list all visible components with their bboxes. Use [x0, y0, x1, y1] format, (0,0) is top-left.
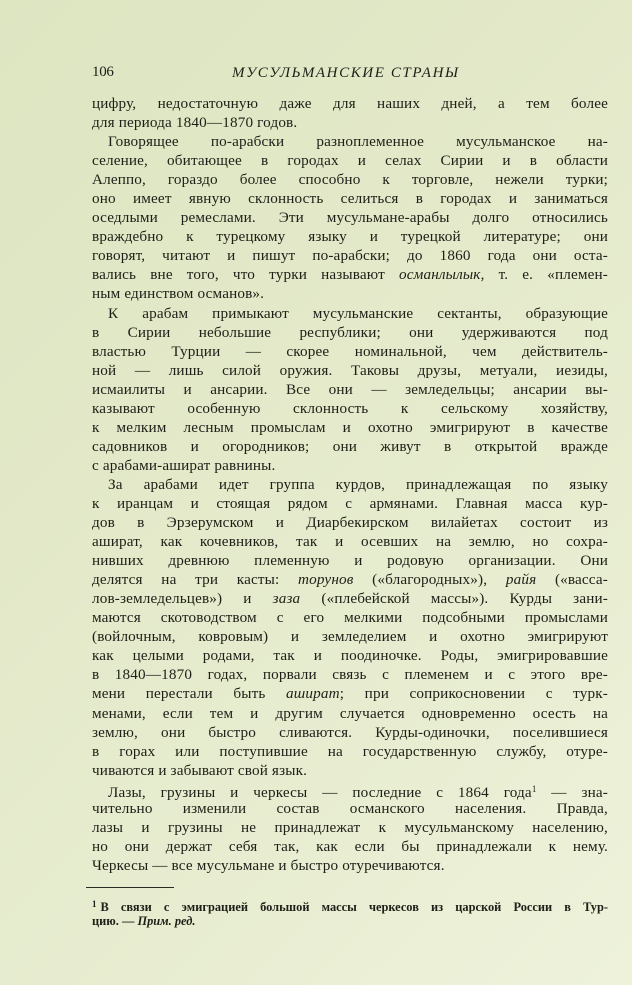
text-line: За арабами идет группа курдов, принадлежащая по языку: [108, 475, 608, 493]
text-line: враждебно к турецкому языку и турецкой литературе; они: [92, 228, 608, 246]
running-head: [92, 64, 608, 88]
text-line: [92, 265, 608, 284]
text-line: к иранцам и стоящая рядом с армянами. Главная масса кур-: [92, 494, 608, 512]
italic-term: заза: [272, 590, 301, 608]
italic-term: торунов: [298, 571, 354, 589]
text-line: [92, 589, 608, 608]
text-line: селение, обитающее в городах и селах Сирии и в области: [92, 152, 608, 170]
text-line: ашират, как кочевников, так и осевших на землю, но сохра-: [92, 533, 608, 551]
running-title: МУСУЛЬМАНСКИЕ СТРАНЫ: [232, 65, 460, 81]
text-line: властью Турции — скорее номинальной, чем действитель-: [92, 342, 608, 360]
text-line: оседлыми ремеслами. Эти мусульмане-арабы долго относились: [92, 209, 608, 227]
text-line: в 1840—1870 годах, порвали связь с племенем и с этого вре-: [92, 666, 608, 684]
footnote-editor-note: Прим. ред.: [137, 913, 196, 928]
footnote-text: цию. —: [92, 913, 138, 928]
text-line: менами, если тем и другим случается одновременно осесть на: [92, 704, 608, 722]
text-line: ным единством османов».: [92, 285, 265, 303]
text-line: Говорящее по-арабски разноплеменное мусульманское на-: [108, 133, 608, 151]
text-line: Черкесы — все мусульмане и быстро отуречиваются.: [92, 856, 445, 874]
text-line: (войлочным, ковровым) и земледелием и охотно эмигрируют: [92, 628, 608, 646]
text-span: — зна-: [536, 783, 608, 801]
text-line: садовников и огородников; они живут в открытой вражде: [92, 437, 608, 455]
text-line: исмаилиты и ансарии. Все они — земледельцы; ансарии вы-: [92, 380, 608, 398]
text-line: чительно изменили состав османского населения. Правда,: [92, 799, 608, 817]
text-line: для периода 1840—1870 годов.: [92, 114, 298, 132]
text-line: землю, они быстро сливаются. Курды-одиночки, поселившиеся: [92, 723, 608, 741]
text-line: лазы и грузины не принадлежат к мусульманскому населению,: [92, 818, 608, 836]
footnote: [92, 896, 608, 930]
text-span: ; при соприкосновении с турк-: [339, 685, 608, 703]
text-span: мени перестали быть: [92, 685, 287, 703]
text-line: казывают особенную склонность к сельскому хозяйству,: [92, 399, 608, 417]
text-span: , т. е. «племен-: [480, 266, 609, 284]
footnote-line: [92, 896, 608, 913]
text-line: с арабами-ашират равнины.: [92, 456, 276, 474]
text-line: нивших древнюю племенную и родовую организации. Они: [92, 552, 608, 570]
text-span: («васса-: [536, 571, 608, 589]
page-number: 106: [92, 64, 114, 80]
text-line: к мелким лесным промыслам и охотно эмигрируют в качестве: [92, 418, 608, 436]
text-line: в Сирии небольшие республики; они удерживаются под: [92, 323, 608, 341]
book-page: [92, 64, 608, 930]
text-line: говорят, читают и пишут по-арабски; до 1860 года они оста-: [92, 247, 608, 265]
text-line: оно имеет явную склонность селиться в городах и заниматься: [92, 190, 608, 208]
footnote-line: [92, 913, 608, 930]
text-span: («благородных»),: [353, 571, 506, 589]
text-span: делятся на три касты:: [92, 571, 299, 589]
text-line: [92, 684, 608, 703]
italic-term: османлылык: [398, 266, 481, 284]
text-line: цифру, недостаточную даже для наших дней, а тем более: [92, 95, 608, 112]
text-line: [92, 570, 608, 589]
footnote-marker: 1: [92, 898, 97, 909]
text-line: в горах или поступившие на государственную службу, отуре-: [92, 742, 608, 760]
footnote-text: В связи с эмиграцией большой массы черкесов из царской России в Тур-: [100, 899, 608, 914]
text-line: чиваются и забывают свой язык.: [92, 761, 308, 779]
italic-term: ашират: [286, 685, 340, 703]
text-span: («плебейской массы»). Курды зани-: [300, 590, 608, 608]
text-line: ной — лишь силой оружия. Таковы друзы, метуали, иезиды,: [92, 361, 608, 379]
text-line: Алеппо, гораздо более способно к торговле, нежели турки;: [92, 171, 608, 189]
text-line: К арабам примыкают мусульманские сектанты, образующие: [108, 304, 608, 322]
text-span: Лазы, грузины и черкесы — последние с 1864 года: [108, 783, 532, 801]
body-text: [92, 94, 608, 875]
italic-term: райя: [505, 571, 537, 589]
text-line: дов в Эрзерумском и Диарбекирском вилайетах состоит из: [92, 514, 608, 532]
text-line: как целыми родами, так и поодиночке. Роды, эмигрировавшие: [92, 647, 608, 665]
text-line: [92, 780, 608, 799]
text-span: вались вне того, что турки называют: [92, 266, 399, 284]
text-line: маются скотоводством с его мелкими подсобными промыслами: [92, 609, 608, 627]
text-line: но они держат себя так, как если бы принадлежали к нему.: [92, 837, 608, 855]
footnote-divider: [86, 887, 174, 888]
text-span: лов-земледельцев») и: [92, 590, 273, 608]
footnote-reference: 1: [531, 783, 537, 794]
